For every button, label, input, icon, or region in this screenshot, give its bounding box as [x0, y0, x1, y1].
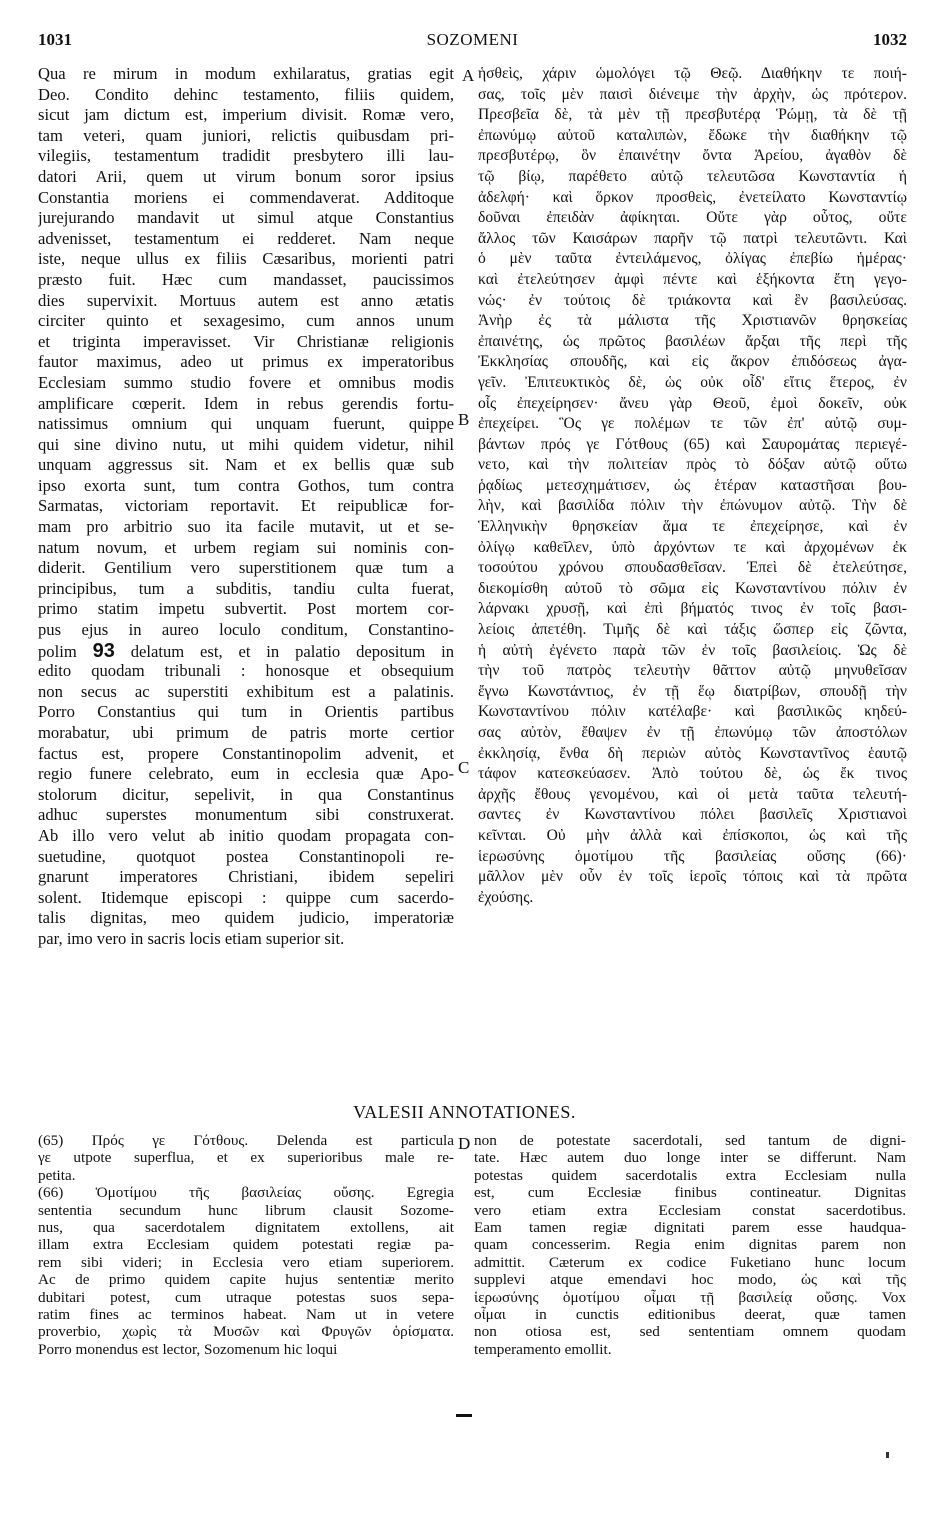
- annotation-line: temperamento emollit.: [474, 1340, 612, 1358]
- latin-text-line: mam pro arbitrio suo ita facile mutavit, ut et se-: [38, 517, 454, 537]
- greek-text-line: Ἑλληνικὴν θρησκείαν ἅμα τε ἐπεχείρησε, καὶ ἐν: [478, 518, 907, 536]
- annotations-heading: VALESII ANNOTATIONES.: [353, 1102, 576, 1122]
- annotation-line: supplevi atque emendavi hoc modo, ὡς καὶ τῆς: [474, 1271, 906, 1289]
- annotation-line: Ac de primo quidem capite hujus sententiæ merito: [38, 1271, 454, 1289]
- greek-text-line: σαντες ἐν Κωνσταντίνου πόλει βασιλεῖς Χριστιανοὶ: [478, 806, 907, 824]
- latin-text-line: jurejurando mandavit ut simul atque Constantius: [38, 208, 454, 228]
- annotation-line: proverbio, χωρὶς τὰ Μυσῶν καὶ Φρυγῶν ὁρίσματα.: [38, 1323, 454, 1341]
- latin-text-line: amplificare cœperit. Idem in rebus gerendis fortu-: [38, 393, 454, 413]
- latin-text-line: edito quodam tribunali : honosque et obsequium: [38, 661, 454, 681]
- greek-text-line: ἐκκλησίᾳ, ἔνθα δὴ περιὼν αὐτὸς Κωνσταντῖνος ἑαυτῷ: [478, 744, 907, 762]
- greek-text-line: κεῖνται. Οὐ μὴν ἀλλὰ καὶ ἐπίσκοποι, ὡς καὶ τῆς: [478, 826, 907, 844]
- greek-text-line: ἄλλος τῶν Καισάρων παρῆν τῷ πατρὶ τελευτῶντι. Καὶ: [478, 229, 907, 247]
- annotations-right-column: [474, 1132, 906, 1358]
- latin-text-line: suetudine, quotquot postea Constantinopoli re-: [38, 846, 454, 866]
- annotation-line: rem sibi videri; in Ecclesia vero etiam superiorem.: [38, 1253, 454, 1271]
- greek-text-line: σας αὐτὸν, ἔθαψεν ἐν τῇ ἐπωνύμῳ τῶν ἀποστόλων: [478, 724, 907, 741]
- latin-text-line: [38, 641, 454, 662]
- latin-text-line: adhuc superstes monumentum sibi construxerat.: [38, 805, 454, 825]
- latin-text-line: tam veteri, quam juniori, relictis quibusdam pri-: [38, 125, 454, 145]
- greek-text-line: ἱερωσύνης ὁμοτίμου τῆς βασιλείας οὔσης (66)·: [478, 847, 907, 865]
- annotation-line: tate. Hæc autem duo longe inter se differunt. Nam: [474, 1149, 906, 1167]
- latin-text-line: Constantia moriens ei commendaverat. Additoque: [38, 187, 454, 207]
- greek-text-line: ἐπωνύμῳ αὐτοῦ καταλιπὼν, ἔδωκε τὴν διαθήκην τῷ: [478, 126, 907, 144]
- greek-text-line: ἐχούσης.: [478, 888, 534, 906]
- greek-text-column: [478, 64, 907, 908]
- latin-text-line: dies supervixit. Mortuus autem est anno ætatis: [38, 290, 454, 310]
- annotation-line: (66) Ὁμοτίμου τῆς βασιλείας οὔσης. Egregia: [38, 1184, 454, 1202]
- greek-text-line: λάρνακι χρυσῇ, καὶ ἐπὶ βήματός τινος ἐν τοῖς βασι-: [478, 600, 907, 618]
- page-number-right: 1032: [873, 30, 907, 49]
- latin-text-line: qui sine divino nutu, ut mihi quidem videtur, nihil: [38, 434, 454, 454]
- greek-text-line: ὀλίγῳ καθεῖλεν, ὑπὸ ἀρχόντων τε καὶ ἀρχομένων ἐκ: [478, 538, 907, 556]
- greek-text-line: Ἐκκλησίας σπουδῆς, καὶ εἰς ἄκρον ἐπιδόσεως ἀγα-: [478, 353, 907, 371]
- greek-text-line: ἐπαινέτης, ὡς πρῶτος βασιλέων ἄρξαι τῆς περὶ τῆς: [478, 332, 907, 350]
- annotation-line: ratim fines ac terminos habeat. Nam ut in vetere: [38, 1305, 454, 1323]
- latin-text-line: præsto fuit. Hæc cum mandasset, paucissimos: [38, 269, 454, 289]
- greek-text-line: ἡ αὐτὴ ἐγένετο παρὰ τῶν ἐν τοῖς βασιλείοις. Ὡς δὲ: [478, 641, 907, 659]
- greek-text-line: διεκομίσθη αὐτοῦ τὸ σῶμα εἰς Κωνσταντίνου πόλιν ἐν: [478, 579, 907, 597]
- section-marker-a: A: [462, 66, 475, 85]
- annotation-line: dubitari potest, cum utraque potestas suos sepa-: [38, 1288, 454, 1306]
- greek-text-line: γεῖν. Ἐπιτευκτικὸς δὲ, ὡς οὐκ οἶδ' εἴτις ἕτερος, ἐν: [478, 373, 907, 391]
- footer-dash: [456, 1414, 472, 1417]
- latin-text-line: talis dignitas, meo quidem judicio, imperatoriæ: [38, 908, 454, 928]
- latin-text-line: morabatur, ubi primum de patris morte certior: [38, 723, 454, 742]
- greek-text-line: τάφον κατεσκεύασεν. Ἀπὸ τούτου δὲ, ὡς ἔκ τινος: [478, 765, 907, 783]
- latin-text-line: et triginta imperavisset. Vir Christianæ religionis: [38, 331, 454, 351]
- latin-text-line: gnarunt imperatores Christiani, ibidem sepeliri: [38, 867, 454, 887]
- latin-text-line: regio funere celebrato, eum in ecclesia quæ Apo-: [38, 764, 454, 784]
- page-column-number: 93: [92, 640, 115, 662]
- latin-text-line: non secus ac superstiti exhibitum est a palatinis.: [38, 681, 454, 701]
- annotation-line: non de potestate sacerdotali, sed tantum de digni-: [474, 1132, 906, 1149]
- latin-text-line: vilegiis, testamentum tradidit presbytero illi lau-: [38, 146, 454, 166]
- page-header: [38, 30, 907, 56]
- text-fragment: delatum est, et in palatio depositum in: [114, 641, 454, 661]
- latin-text-line: Sarmatas, victoriam reportavit. Et reipublicæ for-: [38, 496, 454, 516]
- latin-text-line: primo statim impetu subvertit. Post mortem cor-: [38, 599, 454, 619]
- latin-text-line: factus est, propere Constantinopolim advenit, et: [38, 743, 454, 763]
- latin-text-line: iste, neque ullus ex filiis Cæsaribus, morienti patri: [38, 249, 454, 269]
- latin-text-line: sicut jam dictum est, imperium divisit. Romæ vero,: [38, 105, 454, 125]
- annotation-line: vero etiam extra Ecclesiam constat sacerdotibus.: [474, 1201, 906, 1219]
- running-title: SOZOMENI: [426, 30, 519, 49]
- latin-text-line: ipso exorta sunt, tum contra Gothos, tum contra: [38, 475, 454, 495]
- annotation-line: illam extra Ecclesiam quidem potestati regiæ pa-: [38, 1236, 454, 1254]
- latin-text-line: Qua re mirum in modum exhilaratus, gratias egit: [38, 64, 454, 83]
- greek-text-line: λὴν, καὶ βασιλίδα πόλιν τὴν ἐπώνυμον αὐτῷ. Τὴν δὲ: [478, 497, 907, 515]
- latin-text-line: circiter quinto et sexagesimo, cum annos unum: [38, 311, 454, 331]
- greek-text-line: τὴν τοῦ πατρὸς τελευτὴν θᾶττον αὐτῷ μηνυθεῖσαν: [478, 662, 907, 680]
- greek-text-line: ῥᾳδίως μετεσχημάτισεν, ὡς ἑτέραν καταστῆσαι βου-: [478, 476, 907, 494]
- annotation-line: nus, qua sacerdotalem dignitatem extollens, ait: [38, 1218, 454, 1236]
- annotation-line: potestas quidem sacerdotalis extra Ecclesiam nulla: [474, 1166, 906, 1184]
- latin-text-line: principibus, tum a subditis, tandiu culta fuerat,: [38, 578, 454, 598]
- greek-text-line: ἀρχῆς ἔθους γενομένου, καὶ οἱ μετὰ ταῦτα τελευτή-: [478, 785, 907, 803]
- latin-text-line: par, imo vero in sacris locis etiam superior sit.: [38, 928, 345, 948]
- latin-text-line: Porro Constantius qui tum in Orientis partibus: [38, 702, 454, 722]
- latin-text-line: fautor maximus, adeo ut primus ex imperatoribus: [38, 352, 454, 372]
- section-marker-d: D: [458, 1134, 471, 1153]
- annotation-line: οἶμαι in cunctis editionibus deerat, quæ tamen: [474, 1305, 906, 1323]
- annotation-line: Eam tamen regiæ dignitati parem esse haudqua-: [474, 1218, 906, 1236]
- page-number-left: 1031: [38, 30, 72, 49]
- latin-text-column: [38, 64, 454, 950]
- greek-text-line: λείοις ἀπετέθη. Τιμῆς δὲ καὶ τάξις ὥσπερ εἰς ζῶντα,: [478, 621, 907, 639]
- greek-text-line: δοῦναι ἐπειδὰν ἀφίκηται. Οὔτε γὰρ οὗτος, οὔτε: [478, 209, 907, 227]
- annotation-line: petita.: [38, 1166, 76, 1184]
- greek-text-line: ἐπεχείρει. Ὃς γε πολέμων τε τῶν ἐπ' αὐτῷ συμ-: [478, 415, 907, 433]
- annotation-line: admittit. Cæterum ex codice Fuketiano hunc locum: [474, 1253, 906, 1271]
- greek-text-line: τῷ βίῳ, παρέθετο αὐτῷ τελευτῶσα Κωνσταντία ἡ: [478, 167, 907, 185]
- latin-text-line: diderit. Gentilium vero superstitionem quæ tum a: [38, 558, 454, 578]
- latin-text-line: Deo. Condito dehinc testamento, filiis quidem,: [38, 84, 454, 104]
- latin-text-line: pus ejus in aureo loculo conditum, Constantino-: [38, 620, 454, 640]
- greek-text-line: Ἀνὴρ ἐς τὰ μάλιστα τῆς Χριστιανῶν θρησκείας: [478, 312, 907, 330]
- latin-text-line: datori Arii, quem ut virum bonum soror ipsius: [38, 166, 454, 186]
- latin-text-line: Ab illo vero velut ab initio quodam propagata con-: [38, 825, 454, 845]
- latin-text-line: advenisset, testamentum ei redderet. Nam neque: [38, 228, 454, 248]
- greek-text-line: νώς· ἐν τούτοις δὲ τριάκοντα καὶ ἓν βασιλεύσας.: [478, 291, 907, 309]
- greek-text-line: οἷς ἐπεχείρησεν· ἄνευ γὰρ Θεοῦ, ἐμοὶ δοκεῖν, οὐκ: [478, 394, 907, 412]
- section-marker-b: B: [458, 410, 470, 429]
- greek-text-line: βάντων πρός γε Γότθους (65) καὶ Σαυρομάτας περιεγέ-: [478, 435, 907, 453]
- greek-text-line: πρεσβυτέρῳ, ὃν ἐπαινέτην ὄντα Ἀρείου, ἀγαθὸν δὲ: [478, 147, 907, 165]
- greek-text-line: Πρεσβεῖα δὲ, τὰ μὲν τῇ πρεσβυτέρᾳ Ῥώμῃ, τὰ δὲ τῇ: [478, 106, 907, 124]
- greek-text-line: καὶ ἐτελεύτησεν ἀμφὶ πέντε καὶ ἑξήκοντα ἔτη γεγο-: [478, 270, 907, 288]
- section-marker-c: C: [458, 758, 470, 777]
- greek-text-line: τοσούτου χρόνου σπουδασθεῖσαν. Ἐπεὶ δὲ ἐτελεύτησε,: [478, 559, 907, 577]
- latin-text-line: Ecclesiam summo studio fovere et omnibus modis: [38, 372, 454, 392]
- greek-text-line: ἡσθεὶς, χάριν ὡμολόγει τῷ Θεῷ. Διαθήκην τε ποιή-: [478, 65, 907, 82]
- text-fragment: polim: [38, 641, 93, 661]
- annotation-line: Porro monendus est lector, Sozomenum hic loqui: [38, 1340, 338, 1358]
- greek-text-line: νετο, καὶ τὴν πολιτείαν πρὸς τὸ δόξαν αὐτῷ οὕτω: [478, 456, 907, 474]
- latin-text-line: solent. Itidemque episcopi : quippe cum sacerdo-: [38, 887, 454, 907]
- annotation-line: ἱερωσύνης ὁμοτίμου οἶμαι τῇ βασιλείᾳ οὔσης. Vox: [474, 1288, 906, 1306]
- annotation-line: sententia secundum hunc librum clausit Sozome-: [38, 1201, 454, 1219]
- annotation-line: γε utpote superflua, et ex superioribus male re-: [38, 1149, 454, 1167]
- greek-text-line: μᾶλλον μὲν οὖν ἐν τοῖς ἱεροῖς τόποις καὶ τὰ πρῶτα: [478, 868, 907, 886]
- latin-text-line: natissimus omnium qui unquam fuerunt, quippe: [38, 414, 454, 434]
- greek-text-line: Κωνσταντίνου πόλιν κατέλαβε· καὶ βασιλικῶς κηδεύ-: [478, 703, 907, 721]
- greek-text-line: ἀδελφή· καὶ ὅρκον προσθεὶς, ἐνετείλατο Κωνσταντίῳ: [478, 188, 907, 206]
- greek-text-line: σας, τοῖς μὲν παισὶ διένειμε τὴν ἀρχὴν, ὡς πρότερον.: [478, 85, 907, 103]
- annotations-left-column: [38, 1132, 454, 1358]
- footer-mark: [886, 1452, 889, 1458]
- annotation-line: est, cum Ecclesiæ finibus contineatur. Dignitas: [474, 1184, 906, 1202]
- greek-text-line: ὁ μὲν ταῦτα ἐντειλάμενος, ὀλίγας ἐπεβίω ἡμέρας·: [478, 250, 907, 268]
- latin-text-line: natum novum, et urbem regiam sui nominis con-: [38, 537, 454, 557]
- annotation-line: quam concesserim. Regia enim dignitas parem non: [474, 1236, 906, 1254]
- annotation-line: (65) Πρός γε Γότθους. Delenda est particula: [38, 1132, 454, 1149]
- latin-text-line: stolorum dicitur, sepelivit, in qua Constantinus: [38, 784, 454, 804]
- latin-text-line: unquam aggressus sit. Nam et ex bellis quæ sub: [38, 455, 454, 475]
- greek-text-line: ἔγνω Κωνστάντιος, ἐν τῇ ἕῳ διατρίβων, σπουδῇ τὴν: [478, 682, 907, 700]
- annotation-line: non otiosa est, sed sententiam omnem quodam: [474, 1323, 906, 1341]
